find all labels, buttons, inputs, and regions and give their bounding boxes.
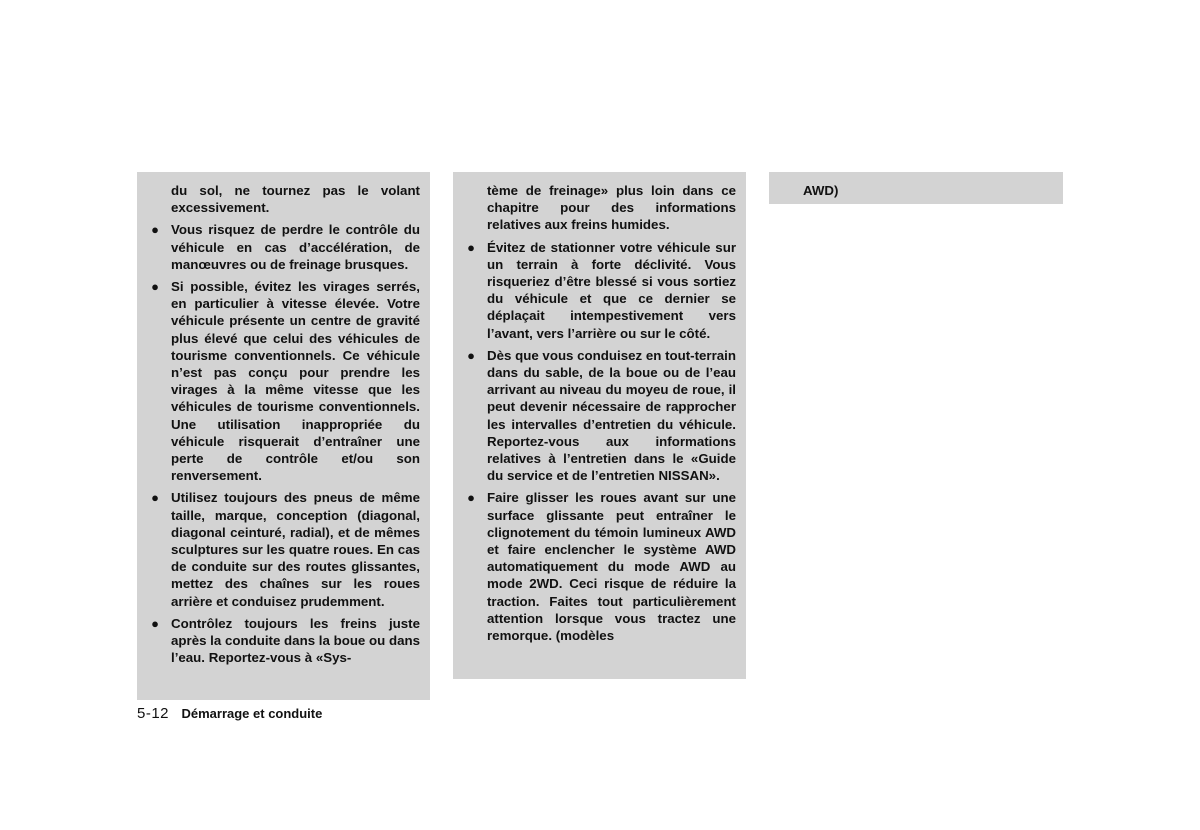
bullet-icon: ● [467, 239, 475, 255]
bullet-icon: ● [467, 490, 475, 506]
page-footer [137, 705, 322, 723]
continuation-text: AWD) [803, 183, 839, 198]
continuation-text: du sol, ne tournez pas le volant excessivement. [171, 183, 420, 216]
list-item-text: Dès que vous conduisez en tout-terrain dans du sable, de la boue ou de l’eau arrivant au niveau du moyeu de roue, il peut devenir nécessaire de rapprocher les intervalles d’entretien du véhicule. Reportez-vous aux informations relatives à l’entretien dans le «Guide du service et de l’entretien NISSAN». [487, 347, 736, 484]
section-title: Démarrage et conduite [181, 706, 323, 721]
list-item [462, 239, 736, 342]
list-item-text: Si possible, évitez les virages serrés, en particulier à vitesse élevée. Votre véhicule présente un centre de gravité plus élevé que celui des véhicules de tourisme conventionnels. Ce véhicule n’est pas conçu pour prendre les virages à la même vitesse que les véhicules de tourisme conventionnels. Une utilisation inappropriée du véhicule risquerait d’entraîner une perte de contrôle et/ou son renversement. [171, 279, 420, 484]
list-item-text: Contrôlez toujours les freins juste après la conduite dans la boue ou dans l’eau. Reportez-vous à «Sys- [171, 615, 420, 666]
list-item [146, 278, 420, 484]
bullet-icon: ● [151, 490, 159, 506]
list-item-text: Évitez de stationner votre véhicule sur un terrain à forte déclivité. Vous risqueriez d’être blessé si vous sortiez du véhicule et que ce dernier se déplaçait intempestivement vers l’avant, vers l’arrière ou sur le côté. [487, 239, 736, 341]
list-item-text: Utilisez toujours des pneus de même taille, marque, conception (diagonal, diagonal ceinturé, radial), et de mêmes sculptures sur les quatre roues. En cas de conduite sur des routes glissantes, mettez des chaînes sur les roues arrière et conduisez prudemment. [171, 490, 420, 609]
page-number: 5-12 [137, 705, 170, 722]
text-column-2 [453, 172, 746, 679]
list-item [462, 489, 736, 644]
continuation-text: tème de freinage» plus loin dans ce chapitre pour des informations relatives aux freins humides. [487, 183, 736, 233]
list-item-text: Faire glisser les roues avant sur une surface glissante peut entraîner le clignotement du témoin lumineux AWD et faire enclencher le système AWD automatiquement du mode AWD au mode 2WD. Ceci risque de réduire la traction. Faites tout particulièrement attention lorsque vous tractez une remorque. (modèles [487, 490, 736, 644]
list-item [146, 221, 420, 273]
list-item [462, 347, 736, 485]
list-item-text: Vous risquez de perdre le contrôle du véhicule en cas d’accélération, de manœuvres ou de freinage brusques. [171, 222, 420, 272]
list-item [146, 615, 420, 667]
text-column-3 [769, 172, 1063, 204]
text-column-1 [137, 172, 430, 700]
list-item [146, 489, 420, 609]
bullet-icon: ● [151, 615, 159, 631]
bullet-icon: ● [151, 279, 159, 295]
bullet-icon: ● [467, 347, 475, 363]
bullet-icon: ● [151, 222, 159, 238]
